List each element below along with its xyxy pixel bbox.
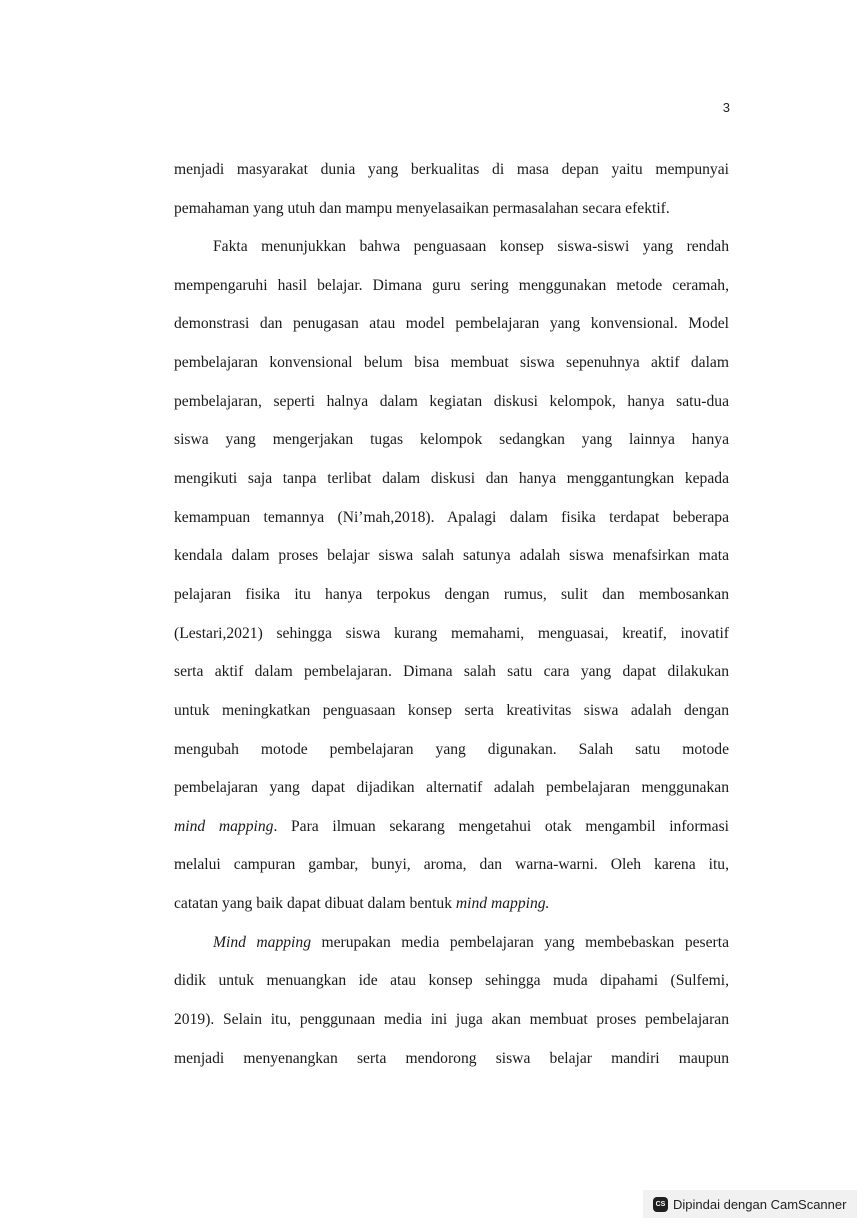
camscanner-label: Dipindai dengan CamScanner	[673, 1196, 847, 1212]
text-line: melalui campuran gambar, bunyi, aroma, dan warna-warni. Oleh karena itu,	[174, 856, 729, 873]
text-line: pembelajaran yang dapat dijadikan alternatif adalah pembelajaran menggunakan	[174, 779, 729, 796]
camscanner-badge	[643, 1190, 857, 1218]
text-line: 2019). Selain itu, penggunaan media ini juga akan membuat proses pembelajaran	[174, 1011, 729, 1028]
text-line	[174, 894, 729, 914]
text-line: kemampuan temannya (Ni’mah,2018). Apalagi dalam fisika terdapat beberapa	[174, 509, 729, 526]
text-line: pelajaran fisika itu hanya terpokus dengan rumus, sulit dan membosankan	[174, 586, 729, 603]
text-span: merupakan media pembelajaran yang membebaskan peserta	[311, 934, 729, 951]
text-span: . Para ilmuan sekarang mengetahui otak mengambil informasi	[273, 818, 729, 835]
text-line: pemahaman yang utuh dan mampu menyelasaikan permasalahan secara efektif.	[174, 200, 670, 217]
italic-term: mind mapping	[174, 818, 274, 835]
text-line: mengubah motode pembelajaran yang digunakan. Salah satu motode	[174, 741, 729, 758]
text-line: untuk meningkatkan penguasaan konsep serta kreativitas siswa adalah dengan	[174, 702, 729, 719]
text-line: pembelajaran konvensional belum bisa membuat siswa sepenuhnya aktif dalam	[174, 354, 729, 371]
text-span: catatan yang baik dapat dibuat dalam bentuk	[174, 895, 456, 912]
text-line: menjadi menyenangkan serta mendorong siswa belajar mandiri maupun	[174, 1050, 729, 1067]
text-line	[213, 933, 729, 953]
page-number: 3	[722, 100, 730, 115]
text-line: demonstrasi dan penugasan atau model pembelajaran yang konvensional. Model	[174, 315, 729, 332]
italic-term: mind mapping.	[455, 895, 550, 912]
text-line: didik untuk menuangkan ide atau konsep sehingga muda dipahami (Sulfemi,	[174, 972, 729, 989]
text-line: Fakta menunjukkan bahwa penguasaan konsep siswa-siswi yang rendah	[213, 238, 729, 255]
text-line	[174, 817, 729, 837]
camscanner-logo-icon: CS	[653, 1197, 668, 1212]
text-line: serta aktif dalam pembelajaran. Dimana salah satu cara yang dapat dilakukan	[174, 663, 729, 680]
text-line: menjadi masyarakat dunia yang berkualitas di masa depan yaitu mempunyai	[174, 161, 729, 178]
text-line: pembelajaran, seperti halnya dalam kegiatan diskusi kelompok, hanya satu-dua	[174, 393, 729, 410]
italic-term: Mind mapping	[213, 934, 311, 951]
text-line: mengikuti saja tanpa terlibat dalam diskusi dan hanya menggantungkan kepada	[174, 470, 729, 487]
text-line: kendala dalam proses belajar siswa salah satunya adalah siswa menafsirkan mata	[174, 547, 729, 564]
text-line: (Lestari,2021) sehingga siswa kurang memahami, menguasai, kreatif, inovatif	[174, 625, 729, 642]
text-line: siswa yang mengerjakan tugas kelompok sedangkan yang lainnya hanya	[174, 431, 729, 448]
text-line: mempengaruhi hasil belajar. Dimana guru sering menggunakan metode ceramah,	[174, 277, 729, 294]
